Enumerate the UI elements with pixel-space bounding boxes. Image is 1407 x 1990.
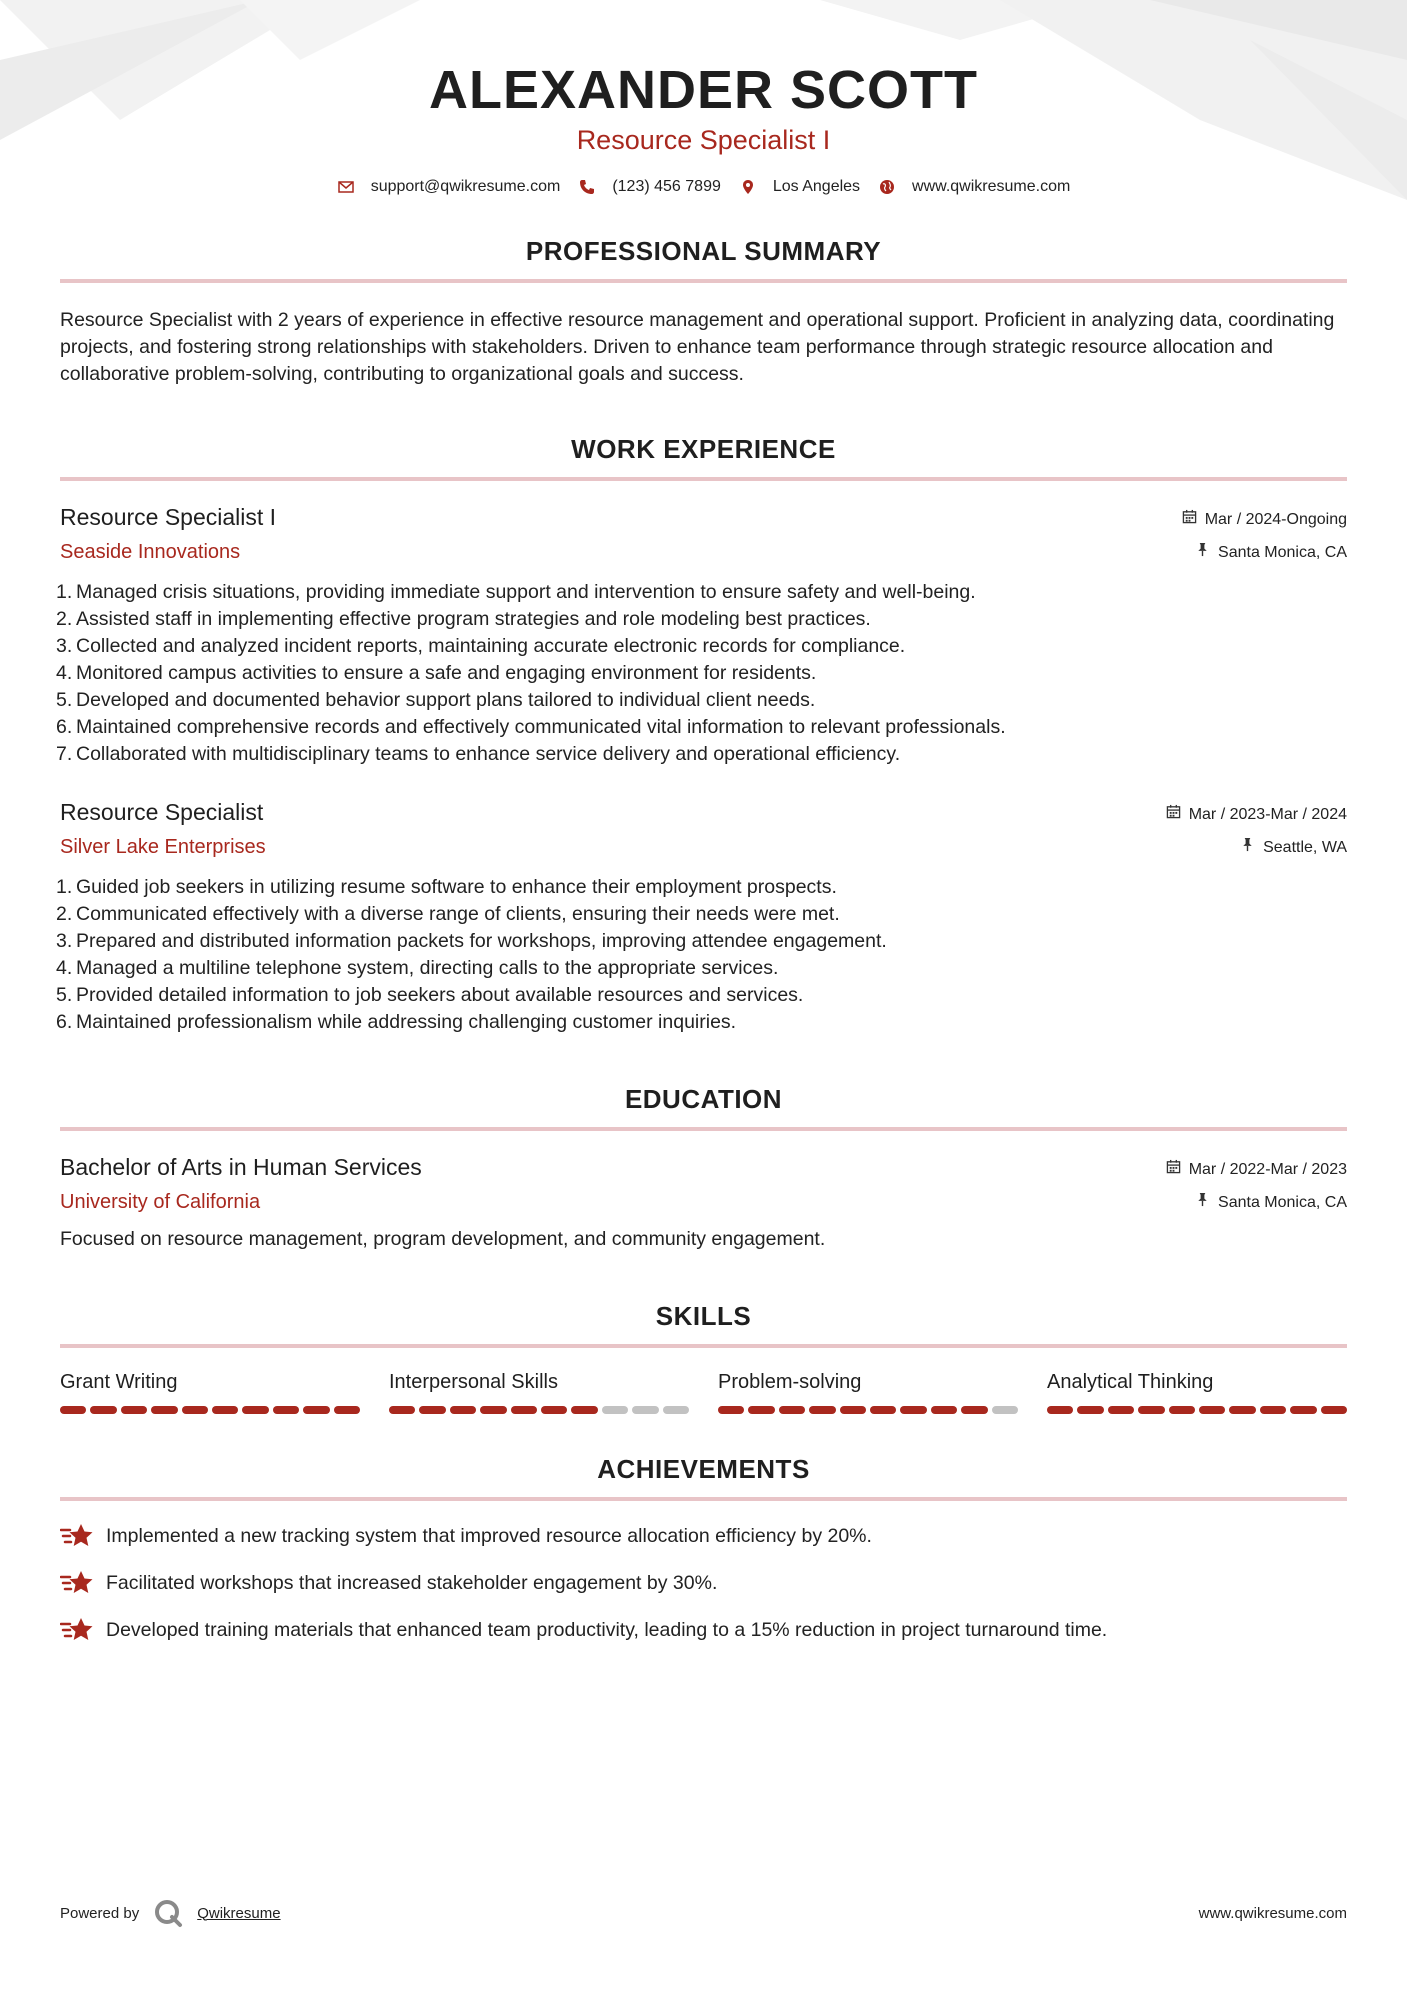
job-bullet: 6. Maintained professionalism while addressing challenging customer inquiries.	[56, 1011, 737, 1033]
skills-list	[60, 1370, 1347, 1414]
skill-level-segment	[151, 1406, 177, 1414]
contact-email[interactable]	[337, 178, 561, 196]
school-name: University of California	[60, 1191, 261, 1213]
job-bullet: 4. Managed a multiline telephone system, directing calls to the appropriate services.	[56, 957, 779, 979]
job-bullet: 5. Provided detailed information to job seekers about available resources and services.	[56, 984, 804, 1006]
company-name: Silver Lake Enterprises	[60, 836, 266, 858]
contact-bar	[60, 178, 1347, 196]
pushpin-icon	[1195, 542, 1210, 563]
star-icon	[60, 1521, 94, 1551]
job-bullet: 3. Collected and analyzed incident reports, maintaining accurate electronic records for compliance.	[56, 635, 906, 657]
calendar-icon	[1166, 804, 1181, 825]
skill-level-segment	[1047, 1406, 1073, 1414]
skill-level-segment	[931, 1406, 957, 1414]
skill-level-segment	[992, 1406, 1018, 1414]
skill-item	[1047, 1370, 1347, 1414]
skill-item	[718, 1370, 1018, 1414]
job-entry	[56, 503, 1347, 768]
candidate-role: Resource Specialist I	[576, 125, 831, 155]
job-bullet: 7. Collaborated with multidisciplinary teams to enhance service delivery and operational efficiency.	[56, 743, 901, 765]
skill-level-segment	[1199, 1406, 1225, 1414]
skill-level-segment	[121, 1406, 147, 1414]
skill-level-segment	[632, 1406, 658, 1414]
job-bullet: 3. Prepared and distributed information packets for workshops, improving attendee engagement.	[56, 930, 887, 952]
skill-level-segment	[718, 1406, 744, 1414]
job-location: Seattle, WA	[1263, 838, 1347, 856]
page-footer	[60, 1898, 1347, 1928]
skills-heading: SKILLS	[60, 1301, 1347, 1348]
skill-level-segment	[779, 1406, 805, 1414]
job-list	[56, 503, 1347, 1036]
skill-level-segment	[541, 1406, 567, 1414]
job-bullet: 2. Communicated effectively with a diverse range of clients, ensuring their needs were met.	[56, 903, 840, 925]
company-name: Seaside Innovations	[60, 541, 241, 563]
skill-level-segment	[1260, 1406, 1286, 1414]
skill-item	[60, 1370, 360, 1414]
skill-level-segment	[334, 1406, 360, 1414]
degree-title: Bachelor of Arts in Human Services	[60, 1154, 422, 1180]
qwikresume-logo-icon	[153, 1898, 183, 1928]
skill-level-segment	[1229, 1406, 1255, 1414]
skill-name: Interpersonal Skills	[389, 1371, 558, 1393]
skill-level-segment	[60, 1406, 86, 1414]
job-entry	[56, 798, 1347, 1036]
skill-level-segment	[840, 1406, 866, 1414]
resume-header	[60, 0, 1347, 196]
skill-level-segment	[870, 1406, 896, 1414]
skill-level-segment	[602, 1406, 628, 1414]
map-pin-icon	[739, 178, 757, 196]
skill-level-segment	[1077, 1406, 1103, 1414]
job-date: Mar / 2023-Mar / 2024	[1188, 805, 1347, 823]
achievement-text: Developed training materials that enhanced team productivity, leading to a 15% reduction in project turnaround time.	[106, 1618, 1108, 1641]
job-bullet-list	[56, 874, 1347, 1036]
calendar-icon	[1182, 509, 1197, 530]
summary-text: Resource Specialist with 2 years of experience in effective resource management and operational support. Proficient in analyzing data, coordinating projects, and fostering strong relationships with stakeholders. Driven to enhance team performance through strategic resource allocation and collaborative problem-solving, contributing to organizational goals and success.	[60, 309, 1335, 385]
footer-website[interactable]: www.qwikresume.com	[1198, 1904, 1347, 1922]
contact-location-text: Los Angeles	[772, 178, 861, 195]
work-experience-heading: WORK EXPERIENCE	[60, 434, 1347, 481]
education-location: Santa Monica, CA	[1218, 1193, 1347, 1211]
skill-level-segment	[480, 1406, 506, 1414]
education-date: Mar / 2022-Mar / 2023	[1188, 1160, 1347, 1178]
job-date: Mar / 2024-Ongoing	[1204, 510, 1347, 528]
skill-name: Grant Writing	[60, 1371, 178, 1393]
skill-name: Problem-solving	[718, 1371, 862, 1393]
education-description: Focused on resource management, program development, and community engagement.	[60, 1228, 826, 1250]
skill-level-segment	[242, 1406, 268, 1414]
achievement-text: Facilitated workshops that increased stakeholder engagement by 30%.	[106, 1571, 718, 1594]
skill-level-segment	[809, 1406, 835, 1414]
summary-heading: PROFESSIONAL SUMMARY	[60, 236, 1347, 283]
contact-email-text: support@qwikresume.com	[370, 178, 561, 195]
job-bullet: 1. Guided job seekers in utilizing resume software to enhance their employment prospects.	[56, 876, 837, 898]
skill-level-segment	[571, 1406, 597, 1414]
skill-level-segment	[1321, 1406, 1347, 1414]
phone-icon	[578, 178, 596, 196]
skill-level-segment	[1290, 1406, 1316, 1414]
skill-level-segment	[1108, 1406, 1134, 1414]
achievement-text: Implemented a new tracking system that improved resource allocation efficiency by 20%.	[106, 1524, 872, 1547]
pushpin-icon	[1240, 837, 1255, 858]
achievement-item	[60, 1568, 1347, 1598]
skill-level-segment	[389, 1406, 415, 1414]
skill-level-segment	[273, 1406, 299, 1414]
job-bullet-list	[56, 579, 1347, 768]
contact-website[interactable]	[878, 178, 1070, 196]
skill-level-bar	[1047, 1406, 1347, 1414]
candidate-name: ALEXANDER SCOTT	[428, 60, 978, 120]
education-entry	[60, 1153, 1347, 1253]
powered-by-label: Powered by	[60, 1904, 140, 1922]
qwikresume-link[interactable]: Qwikresume	[197, 1904, 281, 1922]
star-icon	[60, 1568, 94, 1598]
pushpin-icon	[1195, 1192, 1210, 1213]
globe-icon	[878, 178, 896, 196]
contact-phone-text: (123) 456 7899	[612, 178, 721, 195]
skill-level-segment	[212, 1406, 238, 1414]
skill-name: Analytical Thinking	[1047, 1371, 1214, 1393]
contact-location	[739, 178, 860, 196]
job-title: Resource Specialist I	[60, 504, 277, 530]
contact-phone[interactable]	[578, 178, 721, 196]
education-heading: EDUCATION	[60, 1084, 1347, 1131]
achievement-item	[60, 1615, 1347, 1645]
skill-level-segment	[90, 1406, 116, 1414]
calendar-icon	[1166, 1159, 1181, 1180]
achievements-list	[60, 1521, 1347, 1645]
skill-level-segment	[748, 1406, 774, 1414]
envelope-icon	[337, 178, 355, 196]
skill-level-segment	[1138, 1406, 1164, 1414]
skill-level-segment	[182, 1406, 208, 1414]
achievements-heading: ACHIEVEMENTS	[60, 1454, 1347, 1501]
skill-level-bar	[718, 1406, 1018, 1414]
achievement-item	[60, 1521, 1347, 1551]
star-icon	[60, 1615, 94, 1645]
skill-level-segment	[663, 1406, 689, 1414]
skill-level-segment	[900, 1406, 926, 1414]
job-bullet: 4. Monitored campus activities to ensure a safe and engaging environment for residents.	[56, 662, 817, 684]
skill-level-bar	[60, 1406, 360, 1414]
skill-level-segment	[419, 1406, 445, 1414]
job-location: Santa Monica, CA	[1218, 543, 1347, 561]
contact-website-text: www.qwikresume.com	[912, 178, 1071, 195]
skill-level-segment	[961, 1406, 987, 1414]
skill-level-segment	[450, 1406, 476, 1414]
skill-level-bar	[389, 1406, 689, 1414]
job-bullet: 5. Developed and documented behavior support plans tailored to individual client needs.	[56, 689, 816, 711]
skill-level-segment	[511, 1406, 537, 1414]
job-bullet: 1. Managed crisis situations, providing immediate support and intervention to ensure safety and well-being.	[56, 581, 976, 603]
skill-level-segment	[1169, 1406, 1195, 1414]
job-bullet: 6. Maintained comprehensive records and effectively communicated vital information to relevant professionals.	[56, 716, 1006, 738]
skill-level-segment	[303, 1406, 329, 1414]
job-title: Resource Specialist	[60, 799, 264, 825]
job-bullet: 2. Assisted staff in implementing effective program strategies and role modeling best practices.	[56, 608, 871, 630]
skill-item	[389, 1370, 689, 1414]
